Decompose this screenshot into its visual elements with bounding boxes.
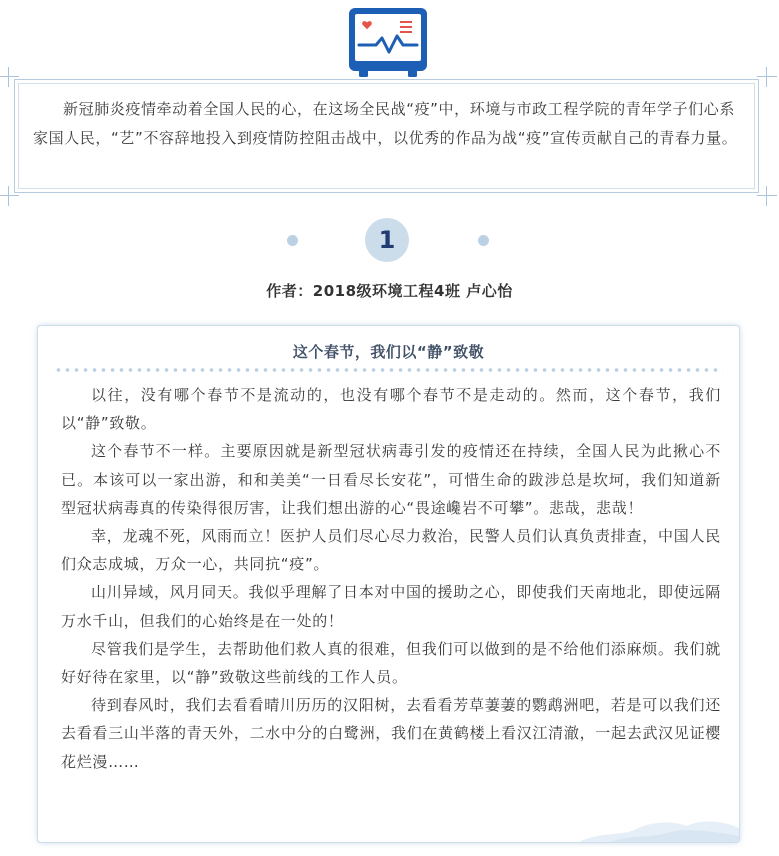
essay-paragraph: 待到春风时，我们去看看晴川历历的汉阳树，去看看芳草萋萋的鹦鹉洲吧，若是可以我们还去看看三山半落的青天外，二水中分的白鹭洲，我们在黄鹤楼上看汉江清澈，一起去武汉见证樱花烂漫……: [61, 696, 721, 771]
essay-title: 这个春节，我们以“静”致敬: [292, 343, 485, 361]
corner-cross-icon: [0, 186, 19, 206]
decorative-dot: [287, 235, 298, 246]
corner-cross-icon: [0, 67, 19, 87]
essay-paragraph: 这个春节不一样。主要原因就是新型冠状病毒引发的疫情还在持续，全国人民为此揪心不已。本该可以一家出游，和和美美“一日看尽长安花”，可惜生命的跋涉总是坎坷，我们知道新型冠状病毒真的传染得很厉害，让我们想出游的心“畏途巉岩不可攀”。悲哉，悲哉！: [61, 442, 721, 517]
essay-card: [37, 325, 740, 843]
essay-body: [61, 381, 721, 776]
heart-monitor-icon: [348, 7, 428, 79]
corner-cross-icon: [757, 67, 777, 87]
essay-paragraph: 尽管我们是学生，去帮助他们救人真的很难，但我们可以做到的是不给他们添麻烦。我们就好好待在家里，以“静”致敬这些前线的工作人员。: [61, 639, 721, 687]
decorative-dot: [478, 235, 489, 246]
dotted-divider: [54, 368, 723, 372]
essay-paragraph: 以往，没有哪个春节不是流动的，也没有哪个春节不是走动的。然而，这个春节，我们以“静”致敬。: [61, 386, 721, 433]
section-number: 1: [365, 218, 409, 262]
author-line: 作者：2018级环境工程4班 卢心怡: [266, 282, 513, 300]
intro-text: 新冠肺炎疫情牵动着全国人民的心，在这场全民战“疫”中，环境与市政工程学院的青年学子们心系家国人民，“艺”不容辞地投入到疫情防控阻击战中，以优秀的作品为战“疫”宣传贡献自己的青春力量。: [33, 100, 738, 147]
corner-cross-icon: [757, 186, 777, 206]
essay-paragraph: 幸，龙魂不死，风雨而立！医护人员们尽心尽力救治，民警人员们认真负责排查，中国人民们众志成城，万众一心，共同抗“疫”。: [61, 527, 721, 574]
essay-paragraph: 山川异域，风月同天。我似乎理解了日本对中国的援助之心，即使我们天南地北，即使远隔万水千山，但我们的心始终是在一处的！: [61, 583, 721, 630]
cloud-decoration: [579, 816, 739, 842]
